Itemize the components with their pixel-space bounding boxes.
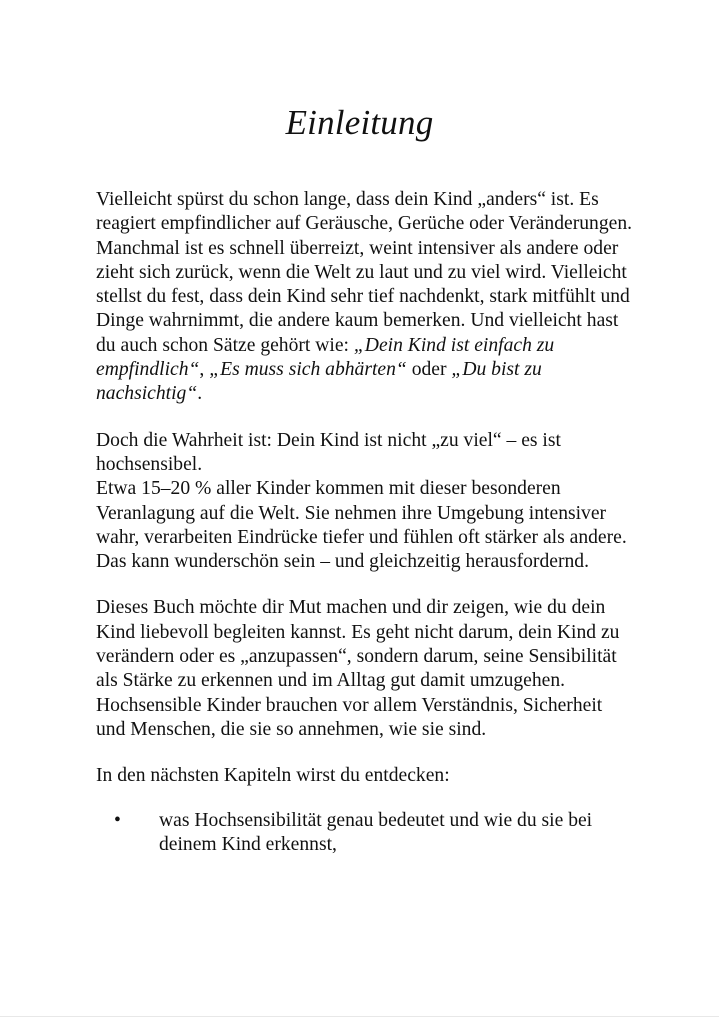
paragraph-percentage: Etwa 15–20 % aller Kinder kommen mit dieser besonderen Veranlagung auf die Welt. Sie nehmen ihre Umgebung intensiver wahr, verarbeiten Eindrücke tiefer und fühlen oft stärker als andere. Das kann wunderschön sein – und gleichzeitig herausfordernd. (96, 478, 627, 573)
quote-nachsichtig: „Du bist zu nachsichtig“ (96, 359, 542, 405)
quote-empfindlich: „Dein Kind ist einfach zu empfindlich“ (96, 334, 555, 381)
paragraph-chapters-intro: In den nächsten Kapiteln wirst du entdecken: (96, 765, 450, 787)
bullet-icon: • (114, 809, 121, 831)
paragraph-intro (96, 188, 636, 407)
quote-connector: oder (406, 359, 452, 381)
bullet-list (96, 809, 636, 858)
paragraph-truth: Doch die Wahrheit ist: Dein Kind ist nicht „zu viel“ – es ist hochsensibel. (96, 429, 561, 475)
quote-abhaerten: „Es muss sich abhärten“ (209, 359, 407, 381)
body-text (96, 188, 636, 857)
quote-separator: , (199, 359, 210, 381)
list-item-text: was Hochsensibilität genau bedeutet und wie du sie bei deinem Kind erkennst, (159, 809, 593, 855)
list-item (96, 809, 636, 858)
page-title: Einleitung (285, 103, 434, 142)
paragraph-book-purpose: Dieses Buch möchte dir Mut machen und dir zeigen, wie du dein Kind liebevoll begleiten kannst. Es geht nicht darum, dein Kind zu verändern oder es „anzupassen“, sondern darum, seine Sensibilität als Stärke zu erkennen und im Alltag gut damit umzugehen. Hochsensible Kinder brauchen vor allem Verständnis, Sicherheit und Menschen, die sie so annehmen, wie sie sind. (96, 597, 620, 740)
paragraph-intro-end: . (197, 383, 203, 405)
paragraph-intro-text: Vielleicht spürst du schon lange, dass dein Kind „anders“ ist. Es reagiert empfindlicher auf Geräusche, Gerüche oder Veränderungen. Manchmal ist es schnell überreizt, weint intensiver als andere oder zieht sich zurück, wenn die Welt zu laut und zu viel wird. Vielleicht stellst du fest, dass dein Kind sehr tief nachdenkt, stark mitfühlt und Dinge wahrnimmt, die andere kaum bemerken. Und vielleicht hast du auch schon Sätze gehört wie: (96, 189, 633, 356)
page-bottom-edge (0, 1016, 719, 1017)
